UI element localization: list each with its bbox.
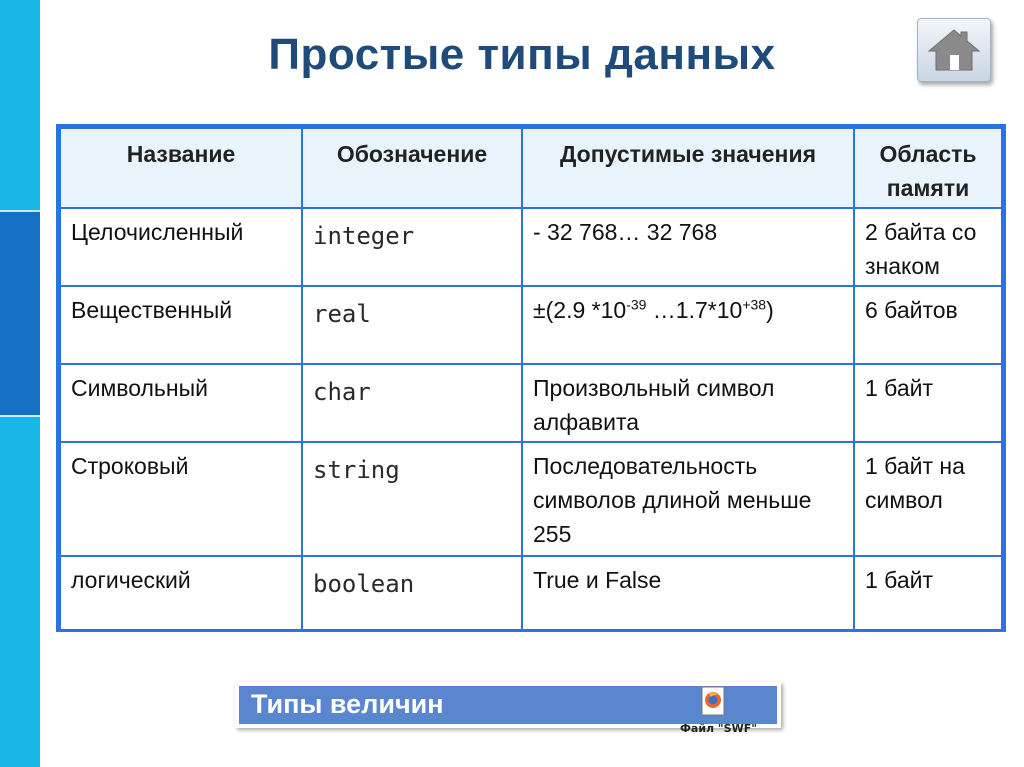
- table-row: [60, 208, 1002, 286]
- type-name-cell: Строковый: [60, 442, 302, 556]
- column-header-values: Допустимые значения: [522, 128, 854, 208]
- type-code-cell: real: [302, 286, 522, 364]
- column-header-designation: Обозначение: [302, 128, 522, 208]
- type-name-cell: Целочисленный: [60, 208, 302, 286]
- type-code-cell: char: [302, 364, 522, 442]
- type-memory-cell: 1 байт: [854, 556, 1002, 630]
- type-memory-cell: 2 байта со знаком: [854, 208, 1002, 286]
- link-background: [239, 686, 777, 724]
- type-memory-cell: 1 байт на символ: [854, 442, 1002, 556]
- left-bar-dark-segment: [0, 210, 40, 415]
- table-row: [60, 364, 1002, 442]
- column-header-name: Название: [60, 128, 302, 208]
- swf-file-icon[interactable]: [700, 686, 726, 716]
- left-decorative-bar: [0, 0, 40, 767]
- type-values-cell: True и False: [522, 556, 854, 630]
- link-label: Типы величин: [251, 689, 444, 719]
- left-bar-divider: [0, 210, 40, 212]
- table-row: [60, 286, 1002, 364]
- type-memory-cell: 1 байт: [854, 364, 1002, 442]
- type-values-cell: Произвольный символ алфавита: [522, 364, 854, 442]
- type-code-cell: integer: [302, 208, 522, 286]
- home-icon: [926, 27, 982, 73]
- type-code-cell: string: [302, 442, 522, 556]
- left-bar-divider: [0, 415, 40, 417]
- home-button[interactable]: [917, 18, 991, 82]
- type-values-cell: Последовательность символов длиной меньше 255: [522, 442, 854, 556]
- type-name-cell: логический: [60, 556, 302, 630]
- type-name-cell: Символьный: [60, 364, 302, 442]
- type-name-cell: Вещественный: [60, 286, 302, 364]
- type-values-cell: ±(2.9 $*10^{-39}$ $\dots 1.7*10^{+38}$): [522, 286, 854, 364]
- type-values-cell: - 32 768… 32 768: [522, 208, 854, 286]
- column-header-memory: Область памяти: [854, 128, 1002, 208]
- table-row: [60, 442, 1002, 556]
- data-types-table: [56, 124, 1006, 632]
- file-caption: Файл "SWF": [680, 722, 757, 735]
- table-row: [60, 556, 1002, 630]
- page-title: Простые типы данных: [268, 30, 776, 79]
- type-memory-cell: 6 байтов: [854, 286, 1002, 364]
- type-code-cell: boolean: [302, 556, 522, 630]
